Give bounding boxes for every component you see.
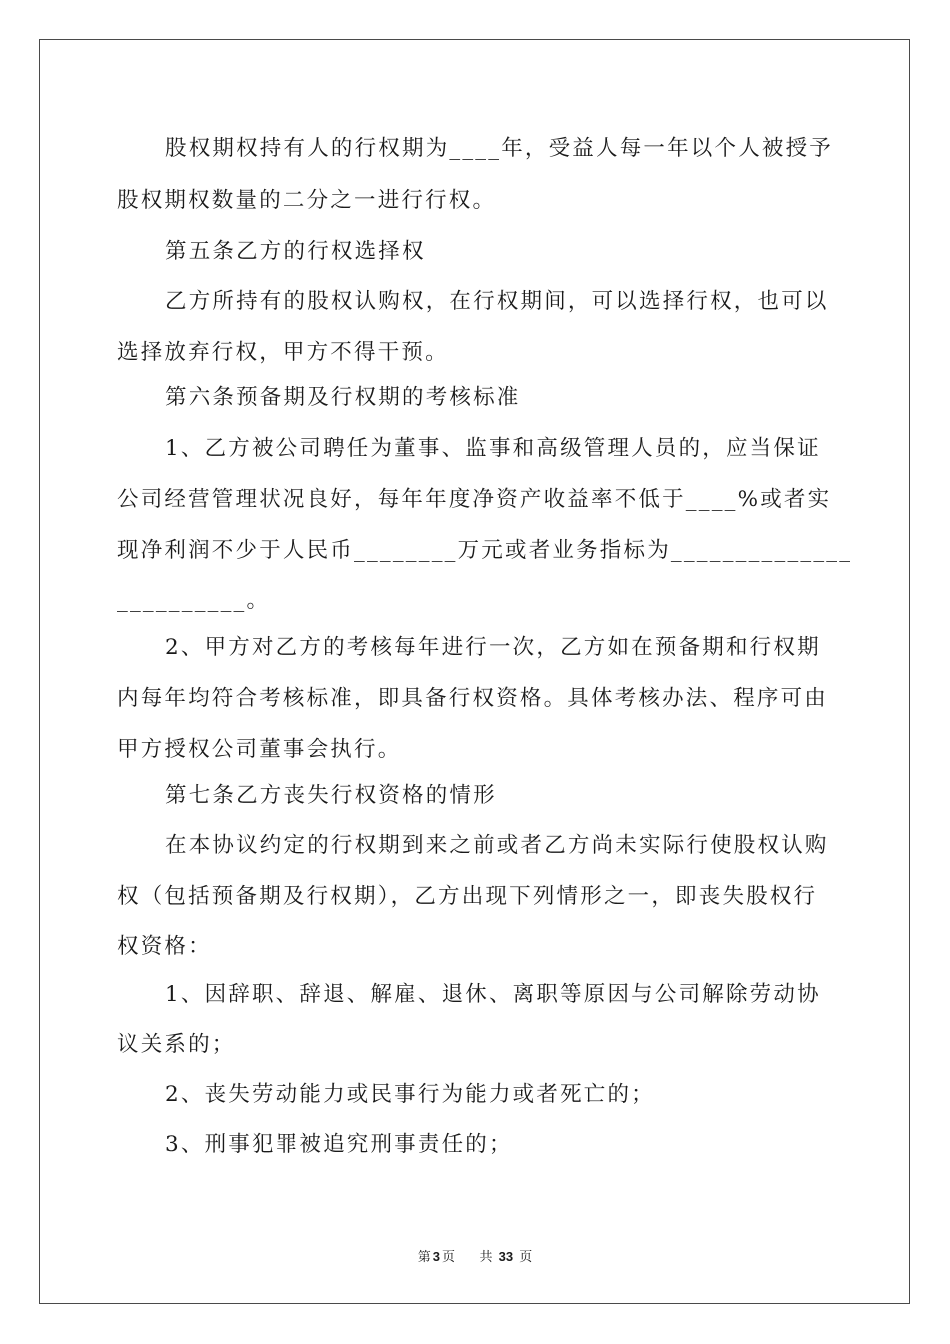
paragraph-line: 2、丧失劳动能力或民事行为能力或者死亡的； xyxy=(165,1082,655,1107)
paragraph-line: 1、乙方被公司聘任为董事、监事和高级管理人员的，应当保证 xyxy=(165,436,821,461)
paragraph-line: 2、甲方对乙方的考核每年进行一次，乙方如在预备期和行权期 xyxy=(165,635,821,660)
paragraph-line: 现净利润不少于人民币________万元或者业务指标为______________ xyxy=(117,538,853,563)
section-heading: 第五条乙方的行权选择权 xyxy=(165,239,426,264)
section-heading: 第七条乙方丧失行权资格的情形 xyxy=(165,783,497,808)
page-indicator xyxy=(416,1250,457,1265)
total-prefix: 共 xyxy=(479,1250,493,1265)
paragraph-line: 权资格： xyxy=(117,934,212,959)
paragraph-line: __________。 xyxy=(117,588,271,613)
paragraph-line: 1、因辞职、辞退、解雇、退休、离职等原因与公司解除劳动协 xyxy=(165,982,821,1007)
total-indicator xyxy=(478,1250,535,1265)
page-number: 3 xyxy=(432,1249,440,1264)
paragraph-line: 甲方授权公司董事会执行。 xyxy=(117,737,402,762)
paragraph-line: 议关系的； xyxy=(117,1032,236,1057)
paragraph-line: 选择放弃行权，甲方不得干预。 xyxy=(117,340,449,365)
paragraph-line: 权（包括预备期及行权期），乙方出现下列情形之一，即丧失股权行 xyxy=(117,884,818,909)
paragraph-line: 股权期权数量的二分之一进行行权。 xyxy=(117,188,497,213)
paragraph-line: 在本协议约定的行权期到来之前或者乙方尚未实际行使股权认购 xyxy=(165,833,829,858)
paragraph-line: 乙方所持有的股权认购权，在行权期间，可以选择行权，也可以 xyxy=(165,289,829,314)
page-frame xyxy=(39,39,910,1304)
paragraph-line: 3、刑事犯罪被追究刑事责任的； xyxy=(165,1132,513,1157)
paragraph-line: 内每年均符合考核标准，即具备行权资格。具体考核办法、程序可由 xyxy=(117,686,829,711)
paragraph-line: 公司经营管理状况良好，每年年度净资产收益率不低于____%或者实 xyxy=(117,487,832,512)
page-prefix: 第 xyxy=(417,1250,431,1265)
paragraph-line: 股权期权持有人的行权期为____年，受益人每一年以个人被授予 xyxy=(165,136,834,161)
section-heading: 第六条预备期及行权期的考核标准 xyxy=(165,385,521,410)
page-suffix: 页 xyxy=(441,1250,455,1265)
total-pages: 33 xyxy=(498,1249,514,1264)
total-suffix: 页 xyxy=(519,1250,533,1265)
page-footer xyxy=(0,1246,950,1265)
